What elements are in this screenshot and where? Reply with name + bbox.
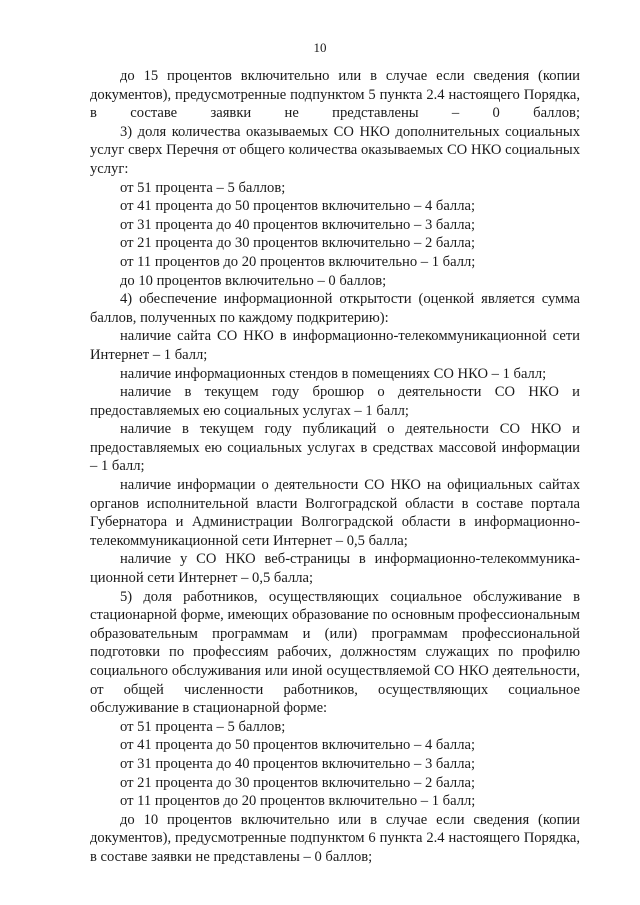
paragraph: наличие сайта СО НКО в информационно-телекоммуникационной сети Интернет – 1 балл; bbox=[90, 328, 580, 363]
paragraph: 3) доля количества оказываемых СО НКО дополнительных социальных услуг сверх Перечня от общего количества оказываемых СО НКО социальных услуг: bbox=[90, 123, 580, 177]
paragraph: от 11 процентов до 20 процентов включительно – 1 балл; bbox=[120, 793, 476, 810]
paragraph: наличие информационных стендов в помещениях СО НКО – 1 балл; bbox=[120, 365, 547, 382]
paragraph: от 41 процента до 50 процентов включительно – 4 балла; bbox=[120, 198, 476, 215]
paragraph: 4) обеспечение информационной открытости (оценкой является сумма баллов, полученных по каждому подкритерию): bbox=[90, 291, 580, 326]
paragraph: наличие информации о деятельности СО НКО на официальных сайтах органов исполнительной власти Волгоградской области в составе портала Губернатора и Администрации Волгоградской области в информационно-телекоммуникационной сети Интернет – 0,5 балла; bbox=[90, 477, 580, 549]
paragraph: от 41 процента до 50 процентов включительно – 4 балла; bbox=[120, 737, 476, 754]
paragraph: от 21 процента до 30 процентов включительно – 2 балла; bbox=[120, 235, 476, 252]
paragraph: от 51 процента – 5 баллов; bbox=[120, 179, 286, 196]
paragraph: до 10 процентов включительно – 0 баллов; bbox=[120, 272, 387, 289]
paragraph: наличие в текущем году брошюр о деятельности СО НКО и предоставляемых ею социальных услугах – 1 балл; bbox=[90, 384, 580, 419]
paragraph: от 31 процента до 40 процентов включительно – 3 балла; bbox=[120, 216, 476, 233]
paragraph: до 10 процентов включительно или в случае если сведения (копии документов), предусмотренные подпунктом 6 пункта 2.4 настоящего Порядка, в составе заявки не представлены – 0 баллов; bbox=[90, 811, 580, 865]
paragraph: наличие у СО НКО веб-страницы в информационно-телекоммуника-ционной сети Интернет – 0,5 балла; bbox=[90, 551, 580, 587]
paragraph: наличие в текущем году публикаций о деятельности СО НКО и предоставляемых ею социальных услугах в средствах массовой информации – 1 балл; bbox=[90, 421, 580, 475]
page-number: 10 bbox=[313, 40, 327, 55]
paragraph: до 15 процентов включительно или в случае если сведения (копии документов), предусмотренные подпунктом 5 пункта 2.4 настоящего Порядка, в составе заявки не представлены – 0 баллов; bbox=[90, 68, 580, 122]
paragraph: от 51 процента – 5 баллов; bbox=[120, 718, 286, 735]
document-body bbox=[90, 67, 580, 867]
paragraph: от 11 процентов до 20 процентов включительно – 1 балл; bbox=[120, 253, 476, 270]
paragraph: 5) доля работников, осуществляющих социальное обслуживание в стационарной форме, имеющих образование по основным профессиональным образовательным программам и (или) программам профессиональной подготовки по профессиям рабочих, должностям служащих по профилю социального обслуживания или иной осуществляемой СО НКО деятельности, от общей численности работников, осуществляющих социальное обслуживание в стационарной форме: bbox=[90, 588, 580, 717]
paragraph: от 31 процента до 40 процентов включительно – 3 балла; bbox=[120, 755, 476, 772]
paragraph: от 21 процента до 30 процентов включительно – 2 балла; bbox=[120, 774, 476, 791]
